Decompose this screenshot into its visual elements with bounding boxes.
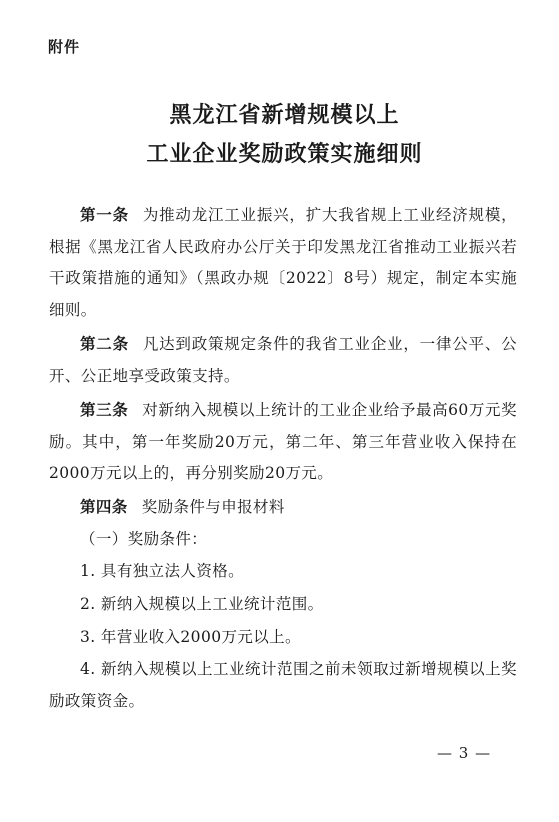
document-title-line-2: 工业企业奖励政策实施细则	[146, 141, 423, 167]
condition-item-1: 1. 具有独立法人资格。	[80, 562, 245, 580]
condition-item-3: 3. 年营业收入2000万元以上。	[80, 628, 301, 646]
page-number: — 3 —	[437, 744, 492, 762]
article-1	[49, 200, 517, 326]
article-4-label: 第四条	[80, 498, 128, 516]
article-3-text: 对新纳入规模以上统计的工业企业给予最高60万元奖励。其中，第一年奖励20万元，第二年、第三年营业收入保持在2000万元以上的，再分别奖励20万元。	[49, 401, 517, 482]
article-2	[49, 329, 517, 392]
condition-item-2: 2. 新纳入规模以上工业统计范围。	[80, 595, 324, 613]
article-3-label: 第三条	[80, 401, 129, 419]
article-2-text: 凡达到政策规定条件的我省工业企业，一律公平、公开、公正地享受政策支持。	[49, 335, 518, 385]
conditions-heading: （一）奖励条件：	[80, 530, 208, 548]
article-4-text: 奖励条件与申报材料	[141, 498, 285, 516]
article-2-label: 第二条	[80, 335, 129, 353]
article-1-label: 第一条	[80, 206, 129, 224]
condition-item-4: 4. 新纳入规模以上工业统计范围之前未领取过新增规模以上奖励政策资金。	[49, 660, 517, 710]
article-1-text: 为推动龙江工业振兴，扩大我省规上工业经济规模，根据《黑龙江省人民政府办公厅关于印发黑龙江省推动工业振兴若干政策措施的通知》（黑政办规〔2022〕8号）规定，制定本实施细则。	[49, 206, 518, 319]
document-title-line-1: 黑龙江省新增规模以上	[169, 102, 400, 128]
article-4	[80, 492, 548, 524]
article-3	[49, 395, 517, 490]
attachment-label: 附件	[48, 38, 81, 56]
